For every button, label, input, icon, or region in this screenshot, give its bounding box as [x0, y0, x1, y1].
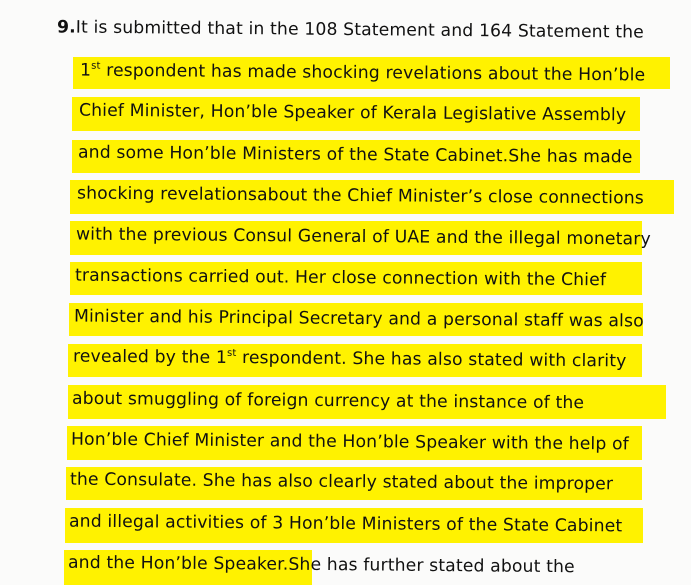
- line-text: shocking revelationsabout the Chief Minister’s close connections: [76, 183, 645, 209]
- line-text: Chief Minister, Hon’ble Speaker of Kerala Legislative Assembly: [78, 100, 627, 126]
- line-text: and illegal activities of 3 Hon’ble Ministers of the State Cabinet: [68, 511, 623, 537]
- paragraph-line-7: [75, 265, 606, 292]
- line-text: Hon’ble Chief Minister and the Hon’ble Speaker with the help of: [70, 429, 630, 455]
- line-text: and some Hon’ble Ministers of the State Cabinet.She has made: [77, 142, 633, 168]
- line-text-pre: 1: [79, 60, 92, 81]
- line-text: She has further stated about the: [288, 554, 575, 578]
- line-text: the Consulate. She has also clearly stated about the improper: [69, 469, 614, 495]
- line-text: It is submitted that in the 108 Statement and 164 Statement the: [75, 17, 645, 43]
- line-text: respondent has made shocking revelations about the Hon’ble: [100, 60, 646, 86]
- paragraph-line-1: [56, 16, 645, 43]
- ordinal-superscript: st: [226, 347, 237, 360]
- line-text: with the previous Consul General of UAE and the illegal monetary: [75, 224, 651, 250]
- ordinal-superscript: st: [91, 60, 101, 72]
- line-text: transactions carried out. Her close connection with the Chief: [74, 265, 607, 291]
- paragraph-line-10: [72, 388, 584, 414]
- line-text: respondent. She has also stated with clarity: [236, 348, 627, 372]
- line-text: Minister and his Principal Secretary and a personal staff was also: [73, 306, 644, 332]
- paragraph-line-14: [68, 552, 575, 578]
- line-text-pre: revealed by the 1: [72, 346, 228, 368]
- paragraph-number: 9.: [56, 17, 76, 38]
- line-text: about smuggling of foreign currency at the instance of the: [71, 388, 585, 414]
- line-text-highlighted: and the Hon’ble Speaker.: [67, 552, 289, 575]
- paragraph-line-12: [70, 469, 613, 496]
